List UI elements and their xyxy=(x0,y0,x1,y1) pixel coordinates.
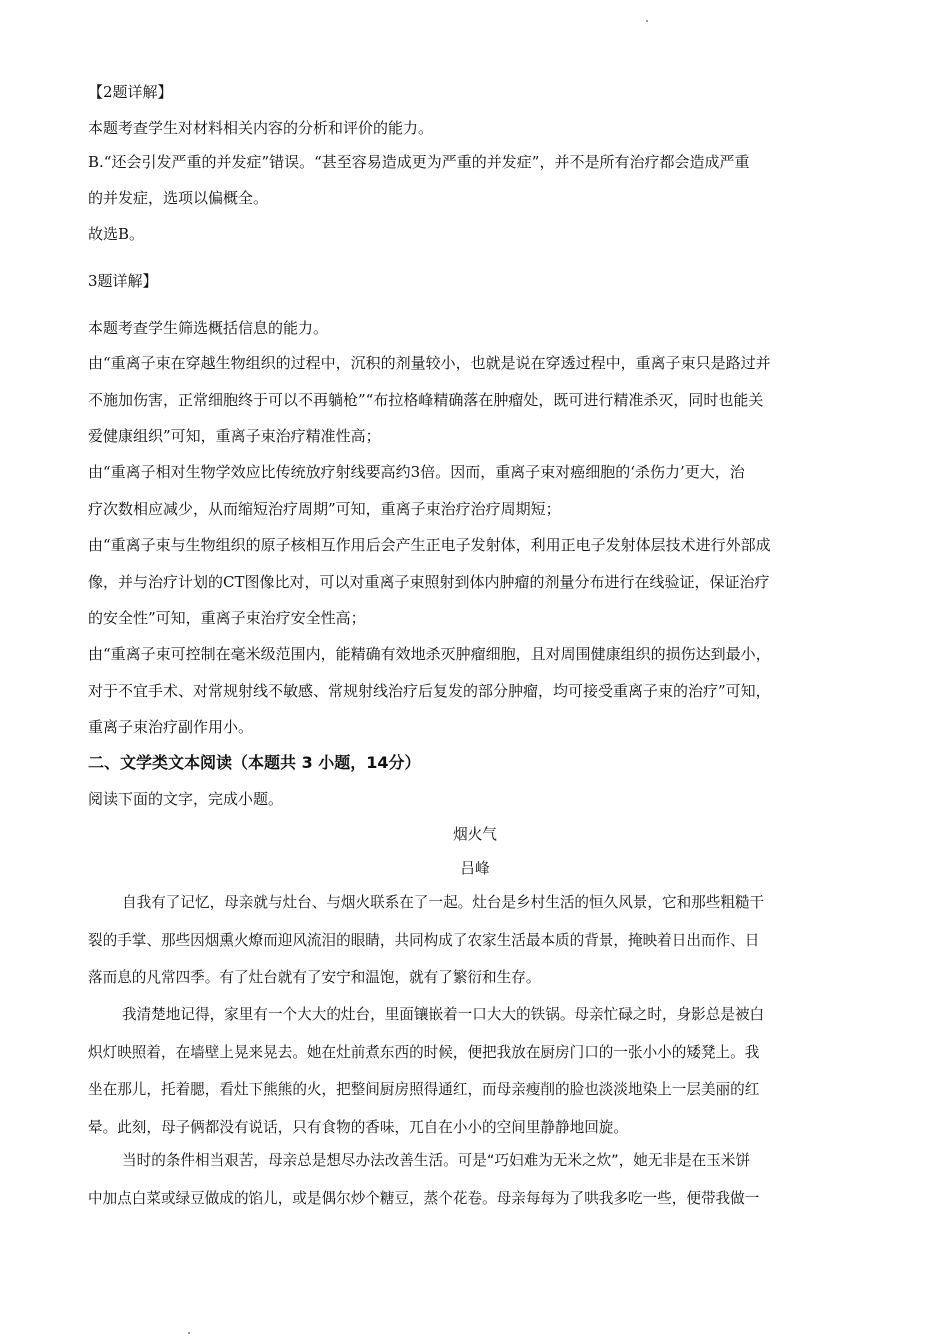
text-line: 爱健康组织”可知，重离子束治疗精准性高； xyxy=(88,427,381,445)
section-heading: 二、文学类文本阅读（本题共 3 小题，14分） xyxy=(88,753,421,772)
text-line: 我清楚地记得，家里有一个大大的灶台，里面镶嵌着一口大大的铁锅。母亲忙碌之时，身影总是被白 xyxy=(122,1006,765,1023)
article-paragraph-2 xyxy=(88,996,862,1146)
page-mark-dot xyxy=(188,1332,190,1334)
q3-paragraph-2 xyxy=(88,454,862,527)
text-line: 晕。此刻，母子俩都没有说话，只有食物的香味，兀自在小小的空间里静静地回旋。 xyxy=(88,1118,628,1136)
text-line: 炽灯映照着，在墙壁上晃来晃去。她在灶前煮东西的时候，便把我放在厨房门口的一张小小的矮凳上。我 xyxy=(88,1043,760,1061)
article-title: 烟火气 xyxy=(453,826,497,843)
text-line: 由“重离子束在穿越生物组织的过程中，沉积的剂量较小，也就是说在穿透过程中，重离子束只是路过并 xyxy=(88,354,771,372)
q3-intro: 本题考查学生筛选概括信息的能力。 xyxy=(88,319,329,337)
q2-option-b-line1: B.“还会引发严重的并发症”错误。“甚至容易造成更为严重的并发症”，并不是所有治疗都会造成严重 xyxy=(88,153,750,171)
text-line: 坐在那儿，托着腮，看灶下熊熊的火，把整间厨房照得通红，而母亲瘦削的脸也淡淡地染上一层美丽的红 xyxy=(88,1081,760,1098)
reading-instruction: 阅读下面的文字，完成小题。 xyxy=(88,790,284,808)
q2-option-b-line2: 的并发症，选项以偏概全。 xyxy=(88,189,269,207)
text-line: 中加点白菜或绿豆做成的馅儿，或是偶尔炒个糖豆，蒸个花卷。母亲每每为了哄我多吃一些，便带我做一 xyxy=(88,1189,760,1207)
q2-intro: 本题考查学生对材料相关内容的分析和评价的能力。 xyxy=(88,119,434,137)
text-line: 由“重离子束可控制在毫米级范围内，能精确有效地杀灭肿瘤细胞，且对周围健康组织的损伤达到最小， xyxy=(88,645,771,663)
q2-heading: 【2题详解】 xyxy=(88,83,173,101)
text-line: 由“重离子束与生物组织的原子核相互作用后会产生正电子发射体，利用正电子发射体层技术进行外部成 xyxy=(88,536,771,554)
text-line: 对于不宜手术、对常规射线不敏感、常规射线治疗后复发的部分肿瘤，均可接受重离子束的治疗”可知， xyxy=(88,681,771,700)
q3-paragraph-1 xyxy=(88,345,862,455)
text-line: 由“重离子相对生物学效应比传统放疗射线要高约3倍。因而，重离子束对癌细胞的‘杀伤力’更大，治 xyxy=(88,463,745,481)
text-line: 重离子束治疗副作用小。 xyxy=(88,718,254,736)
text-line: 像，并与治疗计划的CT图像比对，可以对重离子束照射到体内肿瘤的剂量分布进行在线验证，保证治疗 xyxy=(88,572,770,591)
text-line: 自我有了记忆，母亲就与灶台、与烟火联系在了一起。灶台是乡村生活的恒久风景，它和那些粗糙干 xyxy=(122,894,765,911)
page-mark-dot xyxy=(646,20,648,22)
text-line: 当时的条件相当艰苦，母亲总是想尽办法改善生活。可是“巧妇难为无米之炊”，她无非是在玉米饼 xyxy=(122,1152,751,1169)
text-line: 落而息的凡常四季。有了灶台就有了安宁和温饱，就有了繁衍和生存。 xyxy=(88,969,541,986)
article-paragraph-1 xyxy=(88,884,862,997)
text-line: 的安全性”可知，重离子束治疗安全性高； xyxy=(88,609,366,627)
q3-paragraph-3 xyxy=(88,527,862,637)
text-line: 裂的手掌、那些因烟熏火燎而迎风流泪的眼睛，共同构成了农家生活最本质的背景，掩映着日出而作、日 xyxy=(88,931,760,949)
q3-paragraph-4 xyxy=(88,636,862,746)
text-line: 不施加伤害，正常细胞终于可以不再躺枪”“布拉格峰精确落在肿瘤处，既可进行精准杀灭，同时也能关 xyxy=(88,390,764,409)
q3-heading: 3题详解】 xyxy=(88,272,158,290)
article-author: 吕峰 xyxy=(460,860,490,877)
q2-answer: 故选B。 xyxy=(88,225,145,243)
text-line: 疗次数相应减少，从而缩短治疗周期”可知，重离子束治疗治疗周期短； xyxy=(88,499,561,518)
article-paragraph-3 xyxy=(88,1142,862,1217)
